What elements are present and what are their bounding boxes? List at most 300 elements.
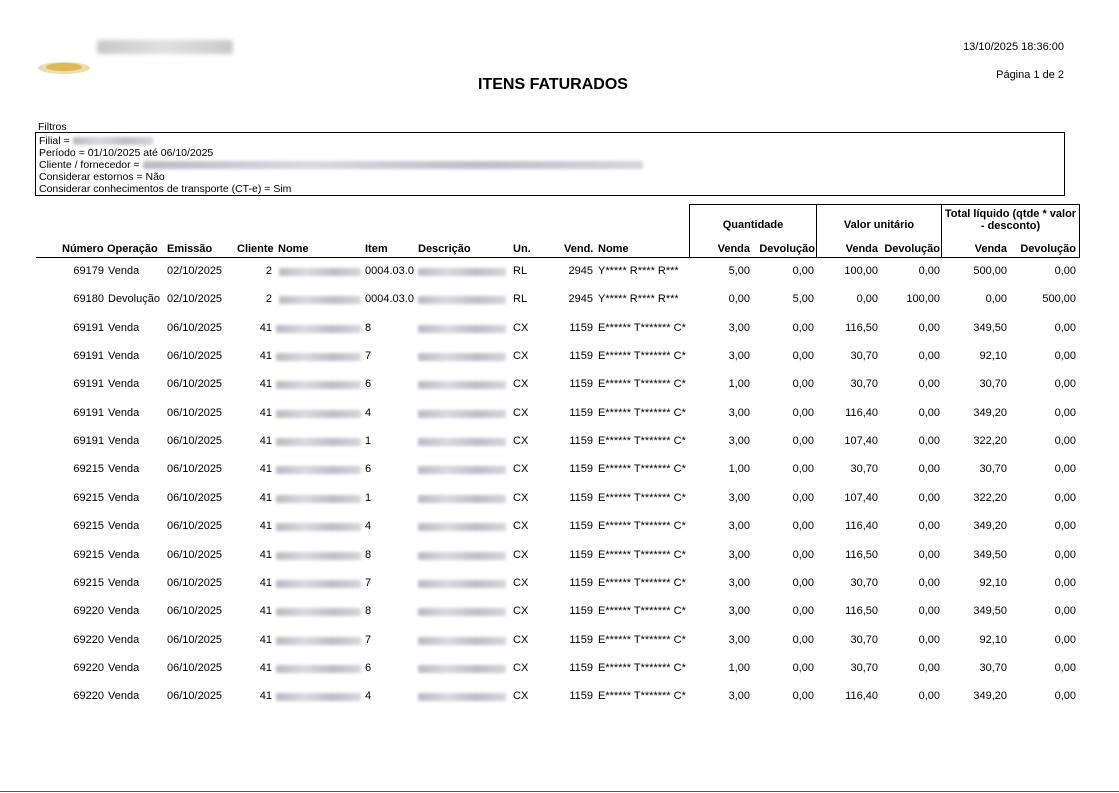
cell-nome-redacted (276, 580, 361, 588)
cell-qtd-venda: 1,00 (728, 378, 750, 391)
cell-tl-devolucao: 0,00 (1054, 633, 1076, 646)
cell-vend-nome: E****** T******* C* (598, 321, 686, 334)
cell-numero: 69191 (73, 406, 104, 419)
cell-tl-venda: 92,10 (979, 576, 1007, 589)
cell-emissao: 06/10/2025 (167, 378, 223, 391)
cell-nome-redacted (276, 438, 361, 446)
filter-cliente-label: Cliente / fornecedor = (39, 159, 140, 171)
cell-vend-nome: E****** T******* C* (598, 605, 686, 618)
cell-operacao: Venda (108, 491, 140, 504)
filter-cliente-value-redacted (143, 161, 643, 169)
cell-un: CX (513, 605, 529, 618)
page-bottom-border (0, 791, 1119, 792)
cell-descricao-redacted (418, 353, 506, 361)
cell-qtd-venda: 3,00 (728, 321, 750, 334)
cell-vu-devolucao: 0,00 (918, 605, 940, 618)
cell-un: CX (513, 463, 529, 476)
filters-label: Filtros (38, 121, 67, 133)
cell-vu-venda: 30,70 (850, 661, 878, 674)
page-number: Página 1 de 2 (996, 69, 1064, 81)
cell-tl-devolucao: 0,00 (1054, 576, 1076, 589)
cell-cliente: 2 (265, 293, 272, 306)
cell-vu-venda: 100,00 (844, 265, 878, 277)
cell-qtd-devolucao: 0,00 (792, 463, 814, 476)
cell-qtd-devolucao: 0,00 (792, 633, 814, 646)
cell-tl-devolucao: 0,00 (1054, 265, 1076, 277)
cell-numero: 69191 (73, 378, 104, 391)
cell-un: CX (513, 548, 529, 561)
cell-vu-devolucao: 0,00 (918, 690, 940, 703)
cell-nome-redacted (276, 608, 361, 616)
col-vend-nome: Nome (598, 243, 629, 255)
cell-tl-devolucao: 0,00 (1054, 548, 1076, 561)
cell-qtd-devolucao: 0,00 (792, 548, 814, 561)
col-cliente: Cliente (237, 243, 274, 255)
cell-qtd-venda: 3,00 (728, 406, 750, 419)
col-operacao: Operação (107, 243, 158, 255)
cell-emissao: 06/10/2025 (167, 406, 223, 419)
cell-qtd-venda: 3,00 (728, 520, 750, 533)
cell-tl-devolucao: 0,00 (1054, 350, 1076, 363)
cell-vu-devolucao: 0,00 (918, 661, 940, 674)
cell-tl-devolucao: 0,00 (1054, 435, 1076, 448)
cell-vend-nome: E****** T******* C* (598, 661, 686, 674)
filter-filial-value-redacted (73, 137, 153, 145)
cell-un: RL (513, 293, 528, 306)
cell-qtd-venda: 5,00 (728, 265, 750, 277)
cell-vend-nome: E****** T******* C* (598, 548, 686, 561)
cell-operacao: Venda (108, 463, 140, 476)
cell-numero: 69215 (73, 576, 104, 589)
cell-nome-redacted (279, 296, 361, 304)
cell-descricao-redacted (418, 637, 506, 645)
cell-emissao: 06/10/2025 (167, 605, 223, 618)
cell-qtd-devolucao: 0,00 (792, 520, 814, 533)
cell-operacao: Venda (108, 548, 140, 561)
cell-nome-redacted (276, 466, 361, 474)
cell-item: 8 (365, 321, 372, 334)
cell-tl-venda: 30,70 (979, 463, 1007, 476)
cell-vu-devolucao: 0,00 (918, 378, 940, 391)
cell-descricao-redacted (418, 438, 506, 446)
cell-tl-devolucao: 0,00 (1054, 661, 1076, 674)
cell-vu-venda: 116,50 (845, 548, 878, 561)
cell-qtd-devolucao: 0,00 (792, 321, 814, 334)
cell-vu-venda: 30,70 (850, 350, 878, 363)
cell-descricao-redacted (418, 466, 506, 474)
cell-descricao-redacted (418, 410, 506, 418)
cell-item: 6 (365, 661, 372, 674)
cell-operacao: Venda (108, 378, 140, 391)
report-title: ITENS FATURADOS (478, 76, 628, 93)
col-qtd-devolucao: Devolução (759, 243, 815, 255)
cell-emissao: 06/10/2025 (167, 463, 223, 476)
filter-estornos-text: Considerar estornos = Não (39, 171, 165, 183)
cell-cliente: 41 (259, 406, 272, 419)
group-quantidade-label: Quantidade (722, 219, 784, 231)
cell-operacao: Devolução (108, 293, 160, 306)
cell-vu-devolucao: 100,00 (906, 293, 940, 306)
cell-tl-venda: 30,70 (979, 378, 1007, 391)
cell-numero: 69215 (73, 548, 104, 561)
cell-item: 6 (365, 378, 372, 391)
cell-operacao: Venda (108, 633, 140, 646)
cell-vend-nome: E****** T******* C* (598, 491, 686, 504)
cell-descricao-redacted (418, 552, 506, 560)
cell-vu-venda: 30,70 (850, 463, 878, 476)
cell-cliente: 2 (265, 265, 272, 277)
cell-item: 1 (365, 491, 372, 504)
cell-vend: 1159 (569, 520, 593, 533)
cell-tl-devolucao: 0,00 (1054, 605, 1076, 618)
cell-tl-devolucao: 0,00 (1054, 463, 1076, 476)
cell-vend: 1159 (569, 491, 593, 504)
cell-cliente: 41 (259, 633, 272, 646)
table-row (0, 407, 1119, 421)
cell-vend: 2945 (568, 265, 593, 277)
filter-cte (39, 183, 1064, 195)
cell-operacao: Venda (108, 321, 140, 334)
cell-cliente: 41 (259, 321, 272, 334)
col-vend: Vend. (564, 243, 594, 255)
cell-qtd-devolucao: 0,00 (792, 491, 814, 504)
cell-un: CX (513, 661, 529, 674)
filter-filial (39, 135, 1064, 147)
filter-periodo (39, 147, 1064, 159)
cell-item: 4 (365, 690, 372, 703)
col-nome: Nome (278, 243, 309, 255)
table-row (0, 322, 1119, 336)
cell-numero: 69215 (73, 491, 104, 504)
cell-emissao: 06/10/2025 (167, 520, 223, 533)
company-name-redacted (97, 40, 233, 54)
cell-numero: 69191 (73, 435, 104, 448)
cell-qtd-devolucao: 0,00 (792, 435, 814, 448)
filter-cliente (39, 159, 1064, 171)
cell-emissao: 06/10/2025 (167, 491, 223, 504)
table-row (0, 634, 1119, 648)
cell-operacao: Venda (108, 350, 140, 363)
cell-tl-devolucao: 0,00 (1054, 491, 1076, 504)
cell-vend-nome: E****** T******* C* (598, 406, 686, 419)
cell-vend-nome: E****** T******* C* (598, 463, 686, 476)
cell-operacao: Venda (108, 435, 140, 448)
cell-nome-redacted (279, 268, 361, 276)
cell-tl-venda: 322,20 (973, 435, 1007, 448)
cell-vend-nome: Y***** R**** R*** (598, 265, 679, 277)
cell-emissao: 06/10/2025 (167, 633, 223, 646)
cell-qtd-devolucao: 0,00 (792, 690, 814, 703)
cell-vu-devolucao: 0,00 (918, 350, 940, 363)
cell-nome-redacted (276, 495, 361, 503)
cell-cliente: 41 (259, 435, 272, 448)
cell-nome-redacted (276, 381, 361, 389)
table-row (0, 378, 1119, 392)
cell-item: 0004.03.0 (365, 265, 414, 277)
col-descricao: Descrição (418, 243, 471, 255)
cell-vend-nome: Y***** R**** R*** (598, 293, 679, 306)
cell-vend-nome: E****** T******* C* (598, 633, 686, 646)
cell-vu-devolucao: 0,00 (918, 576, 940, 589)
filters-box (35, 132, 1065, 196)
cell-vu-venda: 0,00 (856, 293, 878, 306)
col-tl-venda: Venda (974, 243, 1007, 255)
cell-vend-nome: E****** T******* C* (598, 435, 686, 448)
cell-emissao: 06/10/2025 (167, 321, 223, 334)
cell-vu-venda: 107,40 (844, 491, 878, 504)
group-valor-unitario-label: Valor unitário (843, 219, 915, 231)
cell-tl-venda: 92,10 (979, 633, 1007, 646)
filter-filial-label: Filial = (39, 135, 70, 147)
cell-nome-redacted (276, 665, 361, 673)
table-row (0, 662, 1119, 676)
cell-un: CX (513, 321, 529, 334)
cell-vu-venda: 30,70 (850, 633, 878, 646)
cell-nome-redacted (276, 353, 361, 361)
cell-tl-venda: 500,00 (973, 265, 1007, 277)
cell-descricao-redacted (418, 523, 506, 531)
cell-operacao: Venda (108, 406, 140, 419)
cell-numero: 69215 (73, 520, 104, 533)
cell-vend: 1159 (569, 633, 593, 646)
cell-operacao: Venda (108, 265, 140, 277)
cell-vend-nome: E****** T******* C* (598, 576, 686, 589)
cell-vend-nome: E****** T******* C* (598, 520, 686, 533)
cell-vu-devolucao: 0,00 (918, 548, 940, 561)
cell-nome-redacted (276, 325, 361, 333)
cell-tl-venda: 349,20 (973, 690, 1007, 703)
cell-vu-venda: 30,70 (850, 378, 878, 391)
report-datetime: 13/10/2025 18:36:00 (963, 41, 1064, 53)
cell-cliente: 41 (259, 690, 272, 703)
cell-tl-devolucao: 0,00 (1054, 321, 1076, 334)
table-row (0, 293, 1119, 307)
cell-cliente: 41 (259, 350, 272, 363)
cell-operacao: Venda (108, 690, 140, 703)
cell-cliente: 41 (259, 576, 272, 589)
cell-vu-devolucao: 0,00 (918, 633, 940, 646)
cell-vu-devolucao: 0,00 (918, 435, 940, 448)
cell-descricao-redacted (418, 495, 506, 503)
cell-qtd-devolucao: 0,00 (792, 378, 814, 391)
cell-vend: 1159 (569, 378, 593, 391)
col-item: Item (365, 243, 388, 255)
cell-vu-devolucao: 0,00 (918, 520, 940, 533)
cell-qtd-venda: 3,00 (728, 350, 750, 363)
filter-cte-text: Considerar conhecimentos de transporte (CT-e) = Sim (39, 183, 292, 195)
cell-item: 7 (365, 576, 372, 589)
cell-numero: 69220 (73, 661, 104, 674)
cell-numero: 69180 (73, 293, 104, 306)
cell-cliente: 41 (259, 463, 272, 476)
cell-descricao-redacted (418, 296, 506, 304)
cell-item: 4 (365, 520, 372, 533)
cell-descricao-redacted (418, 268, 506, 276)
cell-vend-nome: E****** T******* C* (598, 690, 686, 703)
cell-operacao: Venda (108, 576, 140, 589)
col-emissao: Emissão (167, 243, 213, 255)
cell-descricao-redacted (418, 608, 506, 616)
cell-qtd-devolucao: 5,00 (792, 293, 814, 306)
cell-qtd-devolucao: 0,00 (792, 265, 814, 277)
cell-vend: 1159 (569, 690, 593, 703)
cell-qtd-venda: 1,00 (728, 463, 750, 476)
cell-emissao: 02/10/2025 (167, 265, 223, 277)
cell-vend: 1159 (569, 321, 593, 334)
cell-item: 8 (365, 548, 372, 561)
cell-descricao-redacted (418, 693, 506, 701)
cell-nome-redacted (276, 410, 361, 418)
cell-tl-venda: 349,20 (973, 520, 1007, 533)
cell-descricao-redacted (418, 665, 506, 673)
cell-numero: 69220 (73, 690, 104, 703)
cell-cliente: 41 (259, 491, 272, 504)
cell-vu-venda: 30,70 (850, 576, 878, 589)
cell-vend-nome: E****** T******* C* (598, 350, 686, 363)
cell-item: 0004.03.0 (365, 293, 414, 306)
cell-qtd-venda: 3,00 (728, 548, 750, 561)
cell-vu-venda: 116,50 (845, 605, 878, 618)
cell-vu-venda: 116,40 (845, 406, 878, 419)
cell-item: 6 (365, 463, 372, 476)
group-total-liquido-label: Total líquido (qtde * valor - desconto) (944, 208, 1077, 232)
cell-descricao-redacted (418, 381, 506, 389)
table-row (0, 265, 1119, 279)
cell-numero: 69220 (73, 633, 104, 646)
cell-qtd-devolucao: 0,00 (792, 406, 814, 419)
cell-tl-venda: 349,50 (973, 548, 1007, 561)
cell-cliente: 41 (259, 661, 272, 674)
col-vu-venda: Venda (845, 243, 878, 255)
cell-qtd-venda: 3,00 (728, 491, 750, 504)
col-qtd-venda: Venda (717, 243, 750, 255)
cell-qtd-venda: 1,00 (728, 661, 750, 674)
cell-tl-devolucao: 0,00 (1054, 378, 1076, 391)
cell-tl-devolucao: 500,00 (1042, 293, 1076, 306)
cell-cliente: 41 (259, 378, 272, 391)
cell-vend: 1159 (569, 661, 593, 674)
cell-un: CX (513, 406, 529, 419)
cell-tl-venda: 349,50 (973, 605, 1007, 618)
cell-vend: 2945 (568, 293, 593, 306)
cell-un: CX (513, 633, 529, 646)
cell-descricao-redacted (418, 580, 506, 588)
cell-numero: 69191 (73, 350, 104, 363)
cell-qtd-venda: 3,00 (728, 633, 750, 646)
cell-vend: 1159 (569, 435, 593, 448)
cell-un: CX (513, 378, 529, 391)
cell-vu-devolucao: 0,00 (918, 265, 940, 277)
cell-item: 7 (365, 633, 372, 646)
cell-vend: 1159 (569, 548, 593, 561)
cell-vu-devolucao: 0,00 (918, 406, 940, 419)
cell-descricao-redacted (418, 325, 506, 333)
cell-vu-venda: 116,40 (845, 690, 878, 703)
col-numero: Número (62, 243, 104, 255)
cell-item: 8 (365, 605, 372, 618)
cell-un: CX (513, 520, 529, 533)
cell-tl-devolucao: 0,00 (1054, 406, 1076, 419)
cell-item: 7 (365, 350, 372, 363)
cell-tl-devolucao: 0,00 (1054, 690, 1076, 703)
cell-operacao: Venda (108, 520, 140, 533)
cell-un: CX (513, 350, 529, 363)
cell-un: CX (513, 435, 529, 448)
cell-vu-devolucao: 0,00 (918, 491, 940, 504)
cell-vend: 1159 (569, 463, 593, 476)
cell-vend-nome: E****** T******* C* (598, 378, 686, 391)
cell-emissao: 06/10/2025 (167, 350, 223, 363)
filter-estornos (39, 171, 1064, 183)
table-row (0, 520, 1119, 534)
table-row (0, 463, 1119, 477)
cell-emissao: 06/10/2025 (167, 576, 223, 589)
cell-emissao: 06/10/2025 (167, 661, 223, 674)
table-row (0, 605, 1119, 619)
cell-tl-devolucao: 0,00 (1054, 520, 1076, 533)
col-un: Un. (513, 243, 531, 255)
cell-qtd-devolucao: 0,00 (792, 661, 814, 674)
company-logo (36, 58, 92, 76)
table-row (0, 577, 1119, 591)
cell-item: 1 (365, 435, 372, 448)
cell-vu-venda: 116,50 (845, 321, 878, 334)
table-row (0, 435, 1119, 449)
cell-tl-venda: 349,50 (973, 321, 1007, 334)
cell-tl-venda: 0,00 (985, 293, 1007, 306)
cell-vu-venda: 107,40 (844, 435, 878, 448)
cell-vu-devolucao: 0,00 (918, 321, 940, 334)
cell-vend: 1159 (569, 605, 593, 618)
table-row (0, 690, 1119, 704)
cell-cliente: 41 (259, 520, 272, 533)
cell-vu-devolucao: 0,00 (918, 463, 940, 476)
cell-qtd-venda: 3,00 (728, 605, 750, 618)
cell-un: CX (513, 690, 529, 703)
cell-numero: 69191 (73, 321, 104, 334)
cell-vend: 1159 (569, 350, 593, 363)
cell-tl-venda: 30,70 (979, 661, 1007, 674)
cell-numero: 69220 (73, 605, 104, 618)
cell-qtd-venda: 3,00 (728, 576, 750, 589)
cell-qtd-devolucao: 0,00 (792, 350, 814, 363)
filter-periodo-text: Período = 01/10/2025 até 06/10/2025 (39, 147, 214, 159)
cell-operacao: Venda (108, 605, 140, 618)
cell-nome-redacted (276, 637, 361, 645)
cell-emissao: 06/10/2025 (167, 548, 223, 561)
cell-un: CX (513, 491, 529, 504)
cell-emissao: 06/10/2025 (167, 690, 223, 703)
cell-cliente: 41 (259, 548, 272, 561)
cell-qtd-venda: 0,00 (728, 293, 750, 306)
table-row (0, 492, 1119, 506)
col-vu-devolucao: Devolução (884, 243, 940, 255)
cell-numero: 69179 (73, 265, 104, 277)
cell-qtd-venda: 3,00 (728, 435, 750, 448)
cell-nome-redacted (276, 523, 361, 531)
cell-emissao: 06/10/2025 (167, 435, 223, 448)
cell-tl-venda: 92,10 (979, 350, 1007, 363)
cell-operacao: Venda (108, 661, 140, 674)
table-row (0, 549, 1119, 563)
cell-emissao: 02/10/2025 (167, 293, 223, 306)
cell-vend: 1159 (569, 406, 593, 419)
cell-tl-venda: 322,20 (973, 491, 1007, 504)
cell-tl-venda: 349,20 (973, 406, 1007, 419)
cell-un: RL (513, 265, 528, 277)
cell-qtd-devolucao: 0,00 (792, 605, 814, 618)
cell-vend: 1159 (569, 576, 593, 589)
